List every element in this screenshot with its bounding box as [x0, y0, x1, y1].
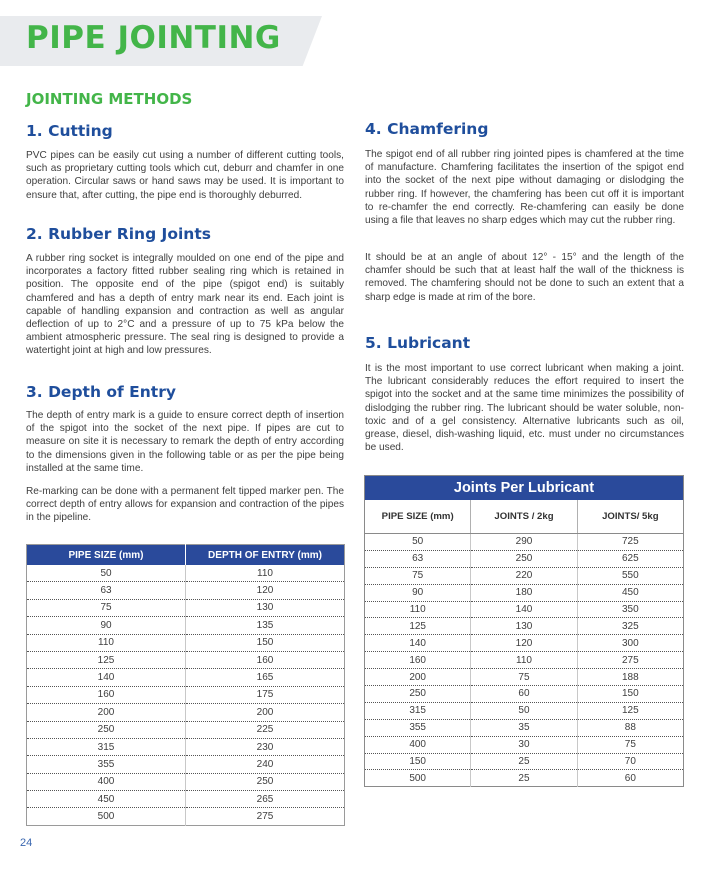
table-row	[365, 736, 684, 753]
table-cell: 188	[577, 669, 683, 686]
table-row	[365, 534, 684, 551]
rubber-ring-body: A rubber ring socket is integrally moulded on one end of the pipe and incorporates a factory fitted rubber sealing ring which is retained in position. The opposite end of the pipe (spigot end) is suitably chamfered and has a depth of entry mark near its end. Each joint is capable of handling expansion and contraction as well as angular deflection of up to 2°C and a pressure of up to 75 kPa below the ambient atmospheric pressure. The seal ring is designed to provide a watertight joint at high and low pressures.	[26, 253, 344, 357]
lubricant-heading: 5. Lubricant	[365, 334, 471, 352]
table-cell: 150	[186, 634, 345, 651]
table-cell: 125	[27, 651, 186, 668]
table-cell: 50	[27, 565, 186, 582]
table-cell: 90	[365, 584, 471, 601]
table-caption: Joints Per Lubricant	[365, 476, 684, 501]
table-cell: 240	[186, 756, 345, 773]
table-cell: 220	[471, 567, 577, 584]
table-cell: 160	[186, 651, 345, 668]
table-row	[27, 738, 345, 755]
table-row	[27, 565, 345, 582]
table-cell: 70	[577, 753, 683, 770]
table-header: DEPTH OF ENTRY (mm)	[186, 545, 345, 566]
table-row	[27, 599, 345, 616]
table-cell: 75	[365, 567, 471, 584]
table-row	[27, 773, 345, 790]
table-row	[27, 704, 345, 721]
table-cell: 625	[577, 550, 683, 567]
table-row	[365, 550, 684, 567]
table-cell: 450	[577, 584, 683, 601]
table-cell: 130	[471, 618, 577, 635]
table-cell: 120	[471, 635, 577, 652]
table-row	[27, 686, 345, 703]
table-cell: 300	[577, 635, 683, 652]
table-cell: 500	[27, 808, 186, 825]
table-cell: 275	[577, 652, 683, 669]
table-row	[27, 617, 345, 634]
chamfering-angle-body: It should be at an angle of about 12° - 15° and the length of the chamfer should be such that at least half the wall of the thickness is removed. The chamfering should not be done to such an extent that a sharp edge is made at rim of the bore.	[365, 252, 684, 303]
table-cell: 165	[186, 669, 345, 686]
table-cell: 225	[186, 721, 345, 738]
table-cell: 355	[27, 756, 186, 773]
table-cell: 75	[577, 736, 683, 753]
table-cell: 265	[186, 791, 345, 808]
table-cell: 60	[577, 770, 683, 787]
table-cell: 400	[27, 773, 186, 790]
table-cell: 550	[577, 567, 683, 584]
table-cell: 110	[186, 565, 345, 582]
table-cell: 140	[27, 669, 186, 686]
table-cell: 250	[471, 550, 577, 567]
table-cell: 50	[365, 534, 471, 551]
depth-of-entry-body: The depth of entry mark is a guide to ensure correct depth of insertion of the spigot into the socket of the next pipe. If pipes are cut to measure on site it is necessary to remark the depth of entry according to the dimensions given in the following table or as per the pipe being installed at the same time.	[26, 410, 344, 474]
cutting-body: PVC pipes can be easily cut using a number of different cutting tools, such as proprietary cutting tools which cut, deburr and chamfer in one operation. Circular saws or hand saws may be used. It is important to ensure that, after cutting, the pipe end is thoroughly deburred.	[26, 150, 344, 201]
chamfering-heading: 4. Chamfering	[365, 120, 489, 138]
table-row	[27, 651, 345, 668]
table-cell: 90	[27, 617, 186, 634]
depth-of-entry-heading: 3. Depth of Entry	[26, 383, 176, 401]
table-cell: 63	[365, 550, 471, 567]
table-cell: 63	[27, 582, 186, 599]
table-cell: 88	[577, 719, 683, 736]
table-row	[27, 582, 345, 599]
table-row	[365, 770, 684, 787]
page-number: 24	[20, 837, 33, 849]
table-row	[365, 618, 684, 635]
cutting-heading: 1. Cutting	[26, 122, 113, 140]
table-cell: 160	[365, 652, 471, 669]
table-row	[27, 669, 345, 686]
table-cell: 290	[471, 534, 577, 551]
table-cell: 725	[577, 534, 683, 551]
table-cell: 150	[577, 686, 683, 703]
table-cell: 160	[27, 686, 186, 703]
table-cell: 75	[27, 599, 186, 616]
lubricant-table	[364, 475, 684, 787]
table-row	[365, 686, 684, 703]
table-row	[27, 791, 345, 808]
table-row	[365, 702, 684, 719]
table-cell: 250	[27, 721, 186, 738]
table-header: PIPE SIZE (mm)	[365, 500, 471, 534]
table-cell: 150	[365, 753, 471, 770]
table-cell: 200	[186, 704, 345, 721]
table-row	[365, 753, 684, 770]
table-cell: 200	[27, 704, 186, 721]
table-cell: 180	[471, 584, 577, 601]
table-cell: 125	[365, 618, 471, 635]
depth-of-entry-table	[26, 544, 345, 826]
table-cell: 275	[186, 808, 345, 825]
table-cell: 35	[471, 719, 577, 736]
table-cell: 110	[471, 652, 577, 669]
table-cell: 400	[365, 736, 471, 753]
table-cell: 140	[365, 635, 471, 652]
table-cell: 350	[577, 601, 683, 618]
section-title: JOINTING METHODS	[26, 90, 193, 108]
table-row	[27, 756, 345, 773]
table-cell: 315	[365, 702, 471, 719]
table-row	[365, 601, 684, 618]
table-cell: 130	[186, 599, 345, 616]
table-row	[27, 721, 345, 738]
table-row	[365, 567, 684, 584]
table-cell: 230	[186, 738, 345, 755]
table-cell: 315	[27, 738, 186, 755]
table-cell: 75	[471, 669, 577, 686]
table-cell: 355	[365, 719, 471, 736]
chamfering-body: The spigot end of all rubber ring jointed pipes is chamfered at the time of manufacture. Chamfering facilitates the insertion of the spigot end into the socket of the next pipe without damaging or dislodging the rubber ring. If however, the chamfering has been cut off it is important to re-chamfer the end correctly. Re-chamfering can easily be done using a file that leaves no sharp edges which may cut the rubber ring.	[365, 149, 684, 227]
table-cell: 25	[471, 770, 577, 787]
table-cell: 110	[365, 601, 471, 618]
table-row	[365, 584, 684, 601]
page-title: PIPE JOINTING	[26, 20, 281, 56]
table-cell: 200	[365, 669, 471, 686]
table-cell: 50	[471, 702, 577, 719]
table-header: JOINTS / 2kg	[471, 500, 577, 534]
table-cell: 175	[186, 686, 345, 703]
table-cell: 250	[186, 773, 345, 790]
table-row	[365, 652, 684, 669]
table-row	[365, 635, 684, 652]
table-cell: 135	[186, 617, 345, 634]
table-row	[27, 634, 345, 651]
table-cell: 250	[365, 686, 471, 703]
lubricant-body: It is the most important to use correct lubricant when making a joint. The lubricant considerably reduces the effort required to insert the spigot into the socket and at the same time minimizes the possibility of dislodging the rubber ring. The lubricant should be water soluble, non-toxic and of a gel consistency. Alternative lubricants such as oil, grease, diesel, dish-washing liquid, etc. must under no circumstances be used.	[365, 363, 684, 454]
table-cell: 140	[471, 601, 577, 618]
table-cell: 30	[471, 736, 577, 753]
table-cell: 60	[471, 686, 577, 703]
table-cell: 500	[365, 770, 471, 787]
rubber-ring-heading: 2. Rubber Ring Joints	[26, 225, 211, 243]
table-header: JOINTS/ 5kg	[577, 500, 683, 534]
depth-of-entry-remark: Re-marking can be done with a permanent felt tipped marker pen. The correct depth of entry allows for expansion and contraction of the pipes in the pipeline.	[26, 486, 344, 524]
table-row	[365, 719, 684, 736]
table-row	[27, 808, 345, 825]
table-header: PIPE SIZE (mm)	[27, 545, 186, 566]
table-cell: 125	[577, 702, 683, 719]
table-cell: 110	[27, 634, 186, 651]
table-row	[365, 669, 684, 686]
table-cell: 25	[471, 753, 577, 770]
table-cell: 325	[577, 618, 683, 635]
table-cell: 120	[186, 582, 345, 599]
table-cell: 450	[27, 791, 186, 808]
